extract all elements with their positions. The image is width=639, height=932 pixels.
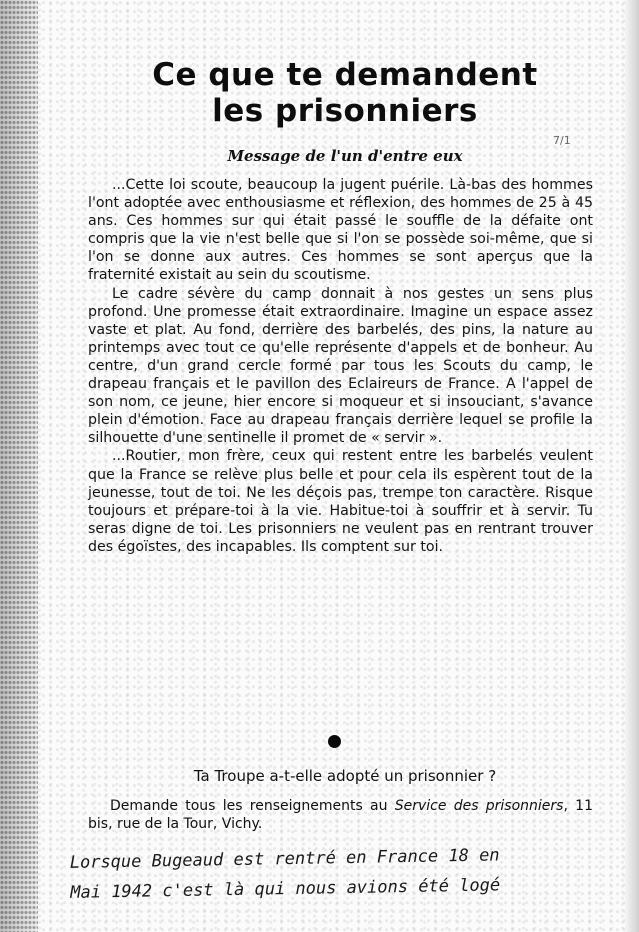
article-body: [88, 176, 593, 556]
section-separator-dot: [328, 735, 341, 748]
cta-details: [88, 797, 593, 833]
scan-left-edge: [0, 0, 38, 932]
handwritten-note-line1: Lorsque Bugeaud est rentré en France 18 en: [69, 845, 500, 873]
cta-details-prefix: Demande tous les renseignements au: [110, 798, 395, 814]
handwritten-note: [70, 838, 631, 908]
article-title-line1: Ce que te demandent: [152, 57, 538, 93]
article-paragraph: ...Cette loi scoute, beaucoup la jugent puérile. Là-bas des hommes l'ont adoptée avec enthousiasme et réflexion, des hommes de 25 à 45 ans. Ces hommes sur qui était passé le souffle de la défaite ont compris que la vie n'est belle que si l'on se possède soi-même, que si l'on se donne aux autres. Ces hommes se sont aperçus que la fraternité existait au sein du scoutisme.: [88, 177, 593, 284]
article-subtitle: Message de l'un d'entre eux: [227, 147, 463, 165]
cta-details-suffix: , 11 bis, rue de la Tour, Vichy.: [88, 798, 593, 832]
corner-mark: 7/1: [553, 134, 571, 147]
scan-right-edge: [625, 0, 639, 932]
cta-details-service: Service des prisonniers: [394, 798, 564, 814]
article-paragraph: ...Routier, mon frère, ceux qui restent entre les barbelés veulent que la France se relève plus belle et pour cela ils espèrent tout de la jeunesse, tout de toi. Ne les déçois pas, trempe ton caractère. Risque toujours et prépare-toi à la vie. Habitue-toi à souffrir et à servir. Tu seras digne de toi. Les prisonniers ne veulent pas en rentrant trouver des égoïstes, des incapables. Ils comptent sur toi.: [88, 448, 593, 555]
article-title-line2: les prisonniers: [212, 93, 478, 129]
article-paragraph: Le cadre sévère du camp donnait à nos gestes un sens plus profond. Une promesse était extraordinaire. Imagine un espace assez vaste et plat. Au fond, derrière des barbelés, des pins, la nature au printemps avec tout ce qu'elle représente d'appels et de bonheur. Au centre, d'un grand cercle formé par tous les Scouts du camp, le drapeau français et le pavillon des Eclaireurs de France. A l'appel de son nom, ce jeune, hier encore si moqueur et si insouciant, s'avance plein d'émotion. Face au drapeau français derrière lequel se profile la silhouette d'une sentinelle il promet de « servir ».: [88, 285, 593, 447]
handwritten-note-line2: Mai 1942 c'est là qui nous avions été logé: [70, 875, 501, 903]
cta-question: Ta Troupe a-t-elle adopté un prisonnier ?: [193, 767, 497, 785]
